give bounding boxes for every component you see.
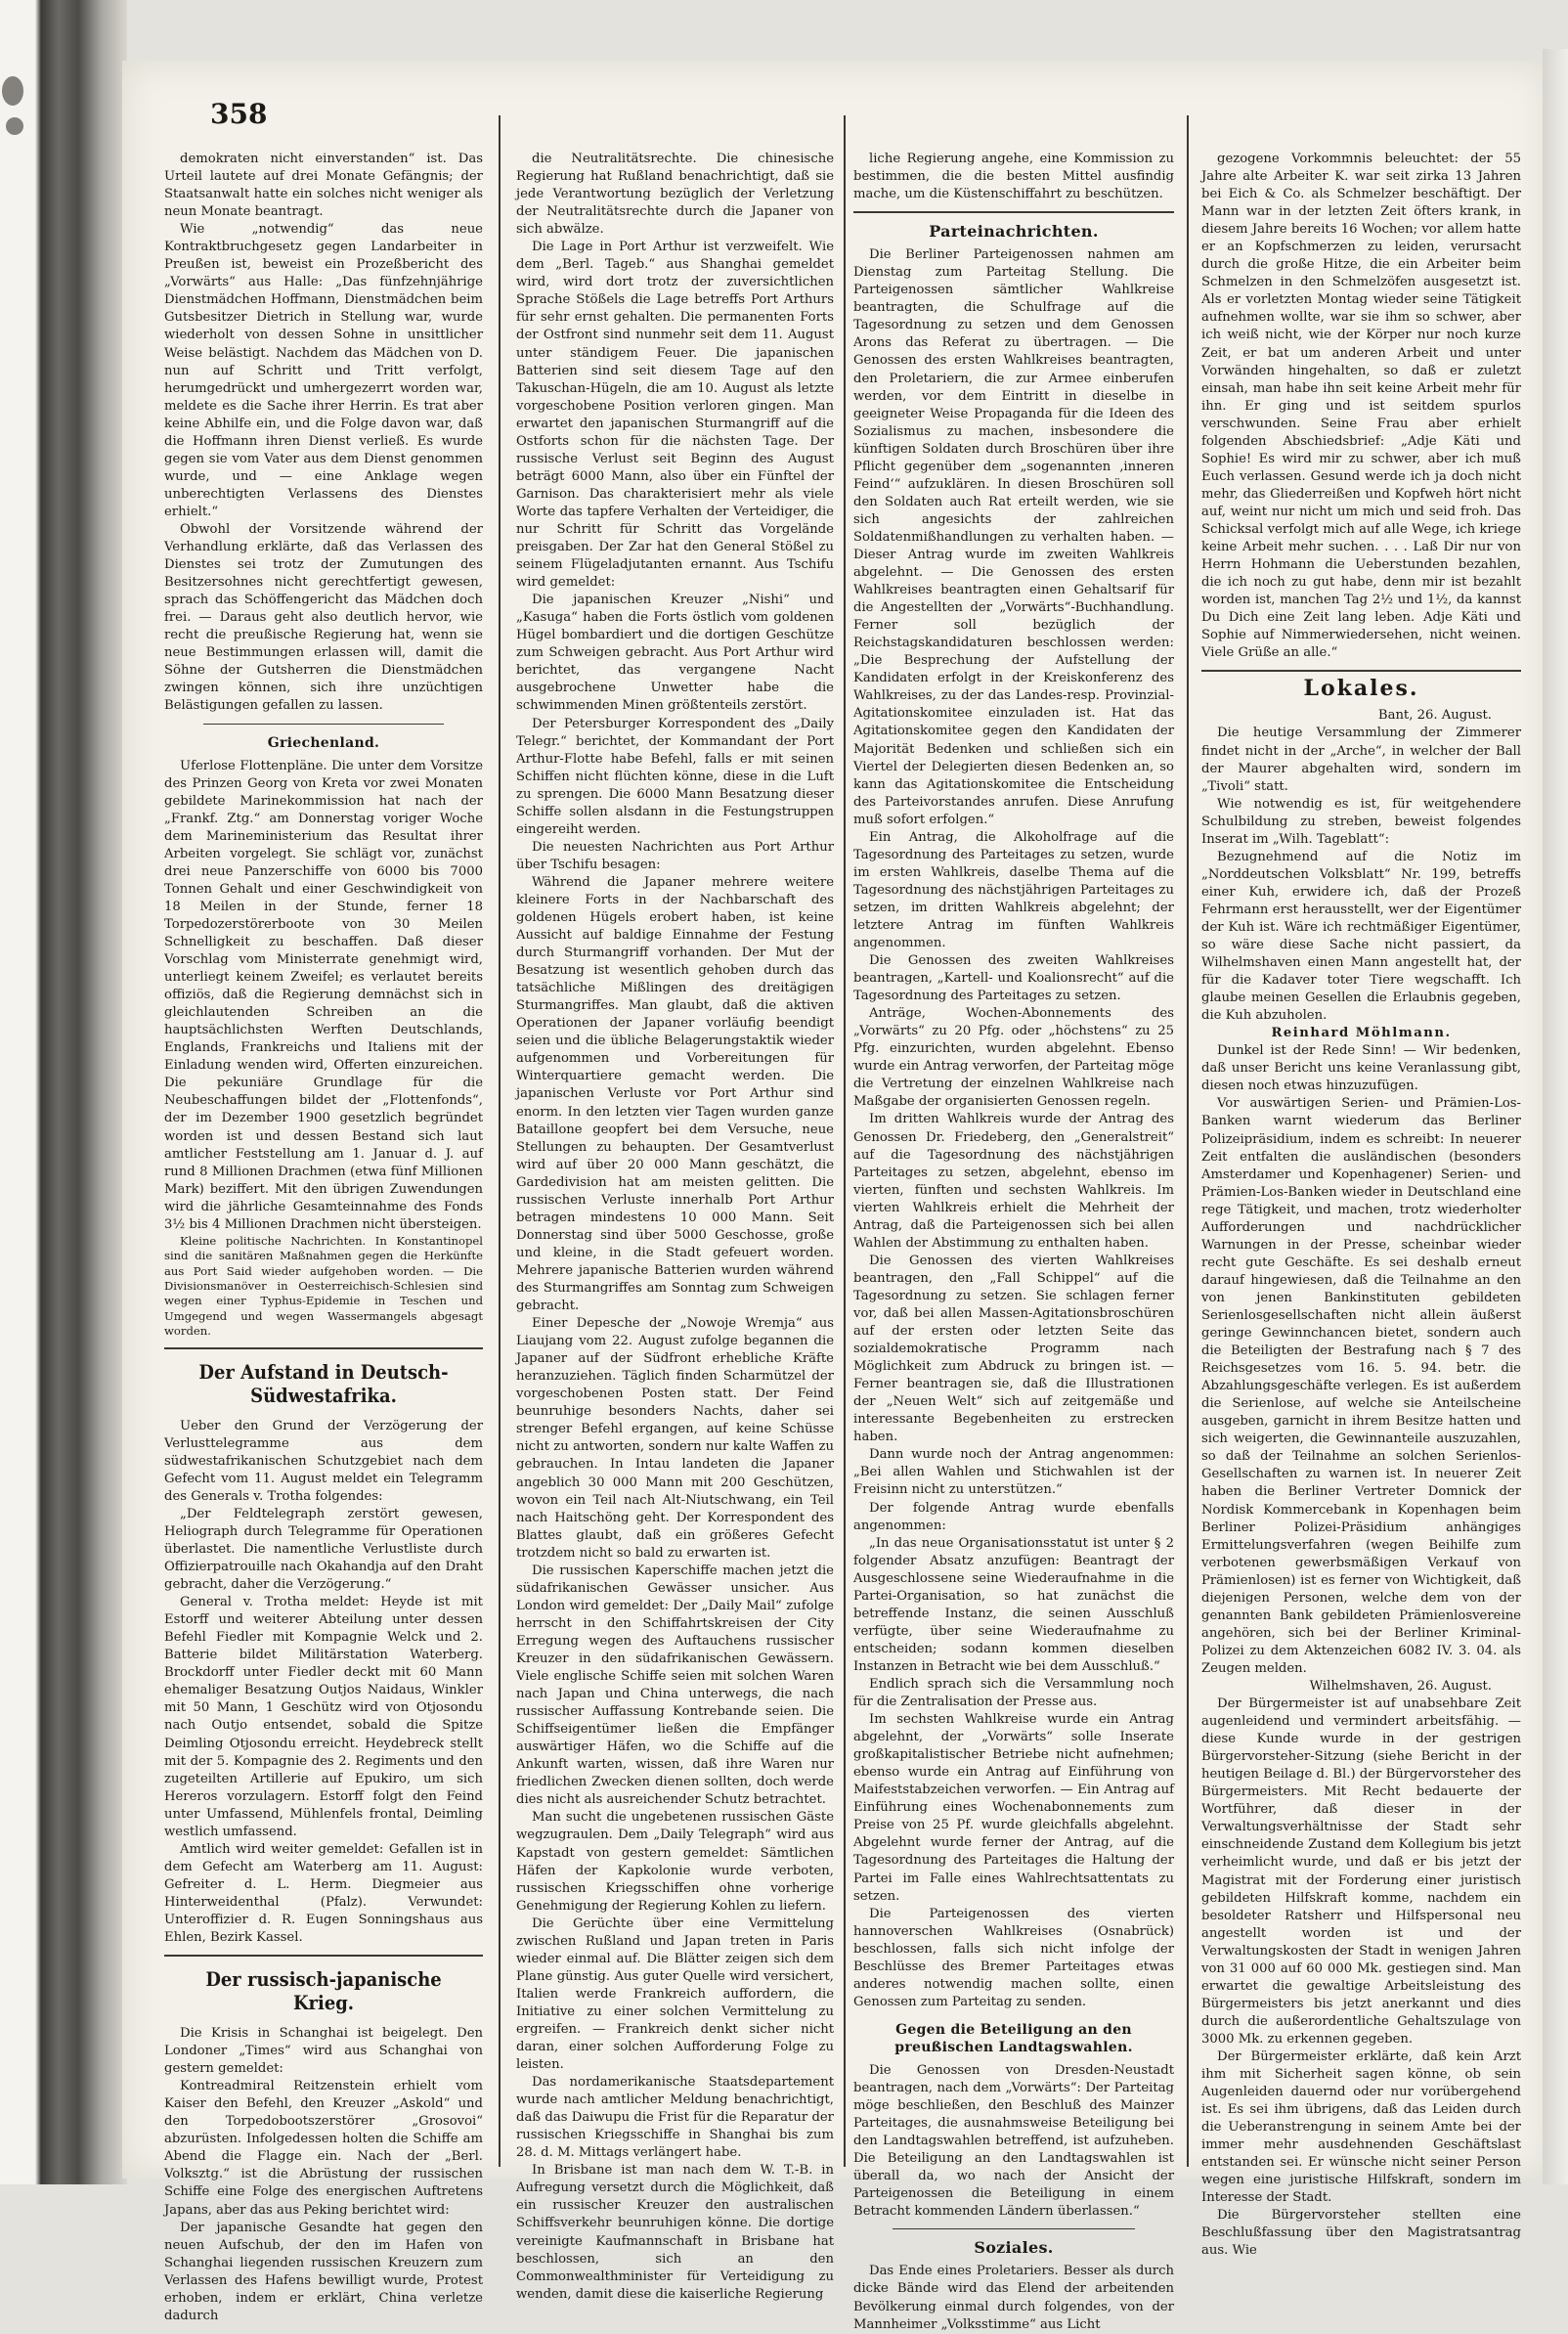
paragraph: Amtlich wird weiter gemeldet: Gefallen ist in dem Gefecht am Waterberg am 11. August: Gefreiter d. L. Herm. Diegmeier aus Hinterweidenthal (Pfalz). Verwundet: Unteroffizier d. R. Eugen Sonningshaus aus Ehlen, Bezirk Kassel. xyxy=(164,1841,483,1946)
paragraph: Der japanische Gesandte hat gegen den neuen Aufschub, der den im Hafen von Schanghai liegenden russischen Kreuzern zum Verlassen des Hafens bewilligt wurde, Protest erhoben, indem er erklärt, China verletze dadurch xyxy=(164,2220,483,2323)
paragraph: liche Regierung angehe, eine Kommission zu bestimmen, die die besten Mittel ausfindig mache, um die Küstenschiffahrt zu beschützen. xyxy=(853,152,1174,202)
paragraph: Endlich sprach sich die Versammlung noch für die Zentralisation der Presse aus. xyxy=(853,1676,1174,1710)
paragraph: Einer Depesche der „Nowoje Wremja“ aus Liaujang vom 22. August zufolge begannen die Japaner auf der Südfront erhebliche Kräfte heranzuziehen. Täglich finden Scharmützel der vorgeschobenen Posten statt. Der Feind beunruhige besonders Nachts, daher sei strenger Befehl ergangen, auf keine Schüsse nicht zu antworten, sondern nur kalte Waffen zu gebrauchen. In Intau landeten die Japaner angeblich 30 000 Mann mit 200 Geschützen, wovon ein Teil nach Alt-Niutschwang, ein Teil nach Haitschöng geht. Der Korrespondent des Blattes glaubt, daß ein größeres Gefecht trotzdem nicht so bald zu erwarten ist. xyxy=(516,1316,834,1561)
paragraph: Die Genossen von Dresden-Neustadt beantragen, nach dem „Vorwärts“: Der Parteitag möge beschließen, den Beschluß des Mainzer Parteitages, die ausnahmsweise Beteiligung bei den Landtagswahlen betreffend, ist aufzuheben. Die Beteiligung an den Landtagswahlen ist überall da, wo nach der Ansicht der Parteigenossen die Beteiligung in einem Betracht kommenden Ländern überlassen.“ xyxy=(853,2062,1174,2220)
paragraph: gezogene Vorkommnis beleuchtet: der 55 Jahre alte Arbeiter K. war seit zirka 13 Jahren bei Eich & Co. als Schmelzer beschäftigt. Der Mann war in der letzten Zeit öfters krank, in diesem Jahre bereits 16 Wochen; vor allem hatte er an Kopfschmerzen zu leiden, verursacht durch die große Hitze, die ein Arbeiter beim Schmelzen in den Schmelzöfen ausgesetzt ist. Als er vorletzten Montag wieder seine Tätigkeit aufnehmen wollte, war sie ihm so schwer, aber ich weiß nicht, wie der Körper nur noch kurze Zeit, er bat um anderen Arbeit und unter Vorwänden hingehalten, so daß er zuletzt einsah, man habe ihn seit keine Arbeit mehr für ihn. Er ging und ist seitdem spurlos verschwunden. Seine Frau aber erhielt folgenden Abschiedsbrief: „Adje Käti und Sophie! Es wird mir zu schwer, aber ich muß Euch verlassen. Gesund werde ich ja doch nicht mehr, das Gliederreißen und Kopfweh hört nicht auf, weint nur nicht um mich und seid froh. Das Schicksal verfolgt mich auf alle Wege, ich kriege keine Arbeit mehr suchen. . . . Laß Dir nur von Herrn Hohmann die Ueberstunden bezahlen, die ich noch zu gut habe, denn mir ist bezahlt worden ist, manchen Tag 2½ und 1½, da kannst Du Dich eine Zeit lang leben. Adje Käti und Sophie auf Nimmerwiedersehen, nicht weinen. Viele Grüße an alle.“ xyxy=(1201,152,1521,661)
paragraph: Im sechsten Wahlkreise wurde ein Antrag abgelehnt, der „Vorwärts“ solle Inserate großkapitalistischer Betriebe nicht aufnehmen; ebenso wurde ein Antrag auf Einführung von Maifeststabzeichen verworfen. — Ein Antrag auf Einführung eines Wochenabonnements zum Preise von 25 Pf. wurde gleichfalls abgelehnt. Abgelehnt wurde ferner der Antrag, auf die Tagesordnung des Parteitages die Haltung der Partei im Falle eines Wahlrechtsattentats zu setzen. xyxy=(853,1712,1174,1904)
paragraph: Die heutige Versammlung der Zimmerer findet nicht in der „Arche“, in welcher der Ball der Maurer abgehalten wird, sondern im „Tivoli“ statt. xyxy=(1201,726,1521,794)
column-3 xyxy=(853,117,1174,2332)
paragraph: Ueber den Grund der Verzögerung der Verlusttelegramme aus dem südwestafrikanischen Schutzgebiet nach dem Gefecht vom 11. August meldet ein Telegramm des Generals v. Trotha folgendes: xyxy=(164,1418,483,1504)
paragraph: Kleine politische Nachrichten. In Konstantinopel sind die sanitären Maßnahmen gegen die Herkünfte aus Port Said wieder aufgehoben worden. — Die Divisionsmanöver in Oesterreichisch-Schlesien sind wegen einer Typhus-Epidemie in Teschen und Umgegend und wegen Wassermangels abgesagt worden. xyxy=(164,1233,483,1339)
dateline: Bant, 26. August. xyxy=(1377,708,1492,724)
paragraph: Der Petersburger Korrespondent des „Daily Telegr.“ berichtet, der Kommandant der Port Arthur-Flotte habe Befehl, falls er mit seinen Schiffen nicht flüchten könne, diese in die Luft zu sprengen. Die 6000 Mann Besatzung dieser Schiffe sollen alsdann in die Festungstruppen eingereiht werden. xyxy=(516,716,834,837)
paragraph: Vor auswärtigen Serien- und Prämien-Los-Banken warnt wiederum das Berliner Polizeipräsidium, indem es schreibt: In neuerer Zeit entfalten die ausländischen (besonders Amsterdamer und Kopenhagener) Serien- und Prämien-Los-Banken wieder in Deutschland eine rege Tätigkeit, und machen, trotz wiederholter Aufforderungen und nachdrücklicher Warnungen in der Presse, scheinbar wieder recht gute Geschäfte. Es sei deshalb erneut darauf hingewiesen, daß die Teilnahme an den von jenen Bankinstituten gebildeten Serienlosgesellschaften nicht allein äußerst geringe Gewinnchancen bietet, sondern auch die Beteiligten der Bestrafung nach § 7 des Reichsgesetzes vom 16. 5. 94. betr. die Abzahlungsgeschäfte verlegen. Es ist außerdem die Serienlose, auf welche sie Anteilscheine ausgeben, garnicht in ihrem Besitze hatten und sich weigerten, die Gewinnanteile auszuzahlen, so daß der Teilnahme an solchen Serienlos-Gesellschaften zu warnen ist. In neuerer Zeit haben die Berliner Vertreter Domnick der Nordisk Kommercebank in Kopenhagen beim Berliner Polizei-Präsidium anhängiges Ermittelungsverfahren (wegen Beihilfe zum verbotenen gewerbsmäßigen Verkauf von Prämienlosen) ist es ferner von Wichtigkeit, daß diejenigen Personen, welche dem von der genannten Bank gebildeten Prämienlosvereine angehören, sich bei der Berliner Kriminal-Polizei zu dem Aktenzeichen 6082 IV. 3. 04. als Zeugen melden. xyxy=(1201,1096,1521,1676)
paragraph: Das Ende eines Proletariers. Besser als durch dicke Bände wird das Elend der arbeitenden Bevölkerung einmal durch folgendes, von der Mannheimer „Volksstimme“ aus Licht xyxy=(853,2264,1174,2332)
dateline: Wilhelmshaven, 26. August. xyxy=(1309,1678,1492,1694)
paragraph: Die Bürgervorsteher stellten eine Beschlußfassung über den Magistratsantrag aus. Wie xyxy=(1201,2208,1521,2259)
column-1 xyxy=(164,117,483,2323)
paragraph: Im dritten Wahlkreis wurde der Antrag des Genossen Dr. Friedeberg, den „Generalstreit“ auf die Tagesordnung des nächstjährigen Parteitages zu setzen, abgelehnt, ebenso im vierten, fünften und sechsten Wahlkreis. Im vierten Wahlkreis erhielt die Mehrheit der Antrag, daß die Parteigenossen sich bei allen Wahlen der Abstimmung zu enthalten haben. xyxy=(853,1112,1174,1251)
paragraph: „In das neue Organisationsstatut ist unter § 2 folgender Absatz anzufügen: Beantragt der Ausgeschlossene seine Wiederaufnahme in die Partei-Organisation, so hat zunächst die betreffende Instanz, die seinen Ausschluß verfügte, über seine Wiederaufnahme zu entscheiden; sodann kommen dieselben Instanzen in Betracht wie bei dem Ausschluß.“ xyxy=(853,1535,1174,1674)
paragraph: Wie notwendig es ist, für weitgehendere Schulbildung zu streben, beweist folgendes Inserat im „Wilh. Tageblatt“: xyxy=(1201,796,1521,847)
paragraph: Der Bürgermeister ist auf unabsehbare Zeit augenleidend und vermindert arbeitsfähig. — diese Kunde wurde in der gestrigen Bürgervorsteher-Sitzung (siehe Bericht in der heutigen Beilage d. Bl.) der Bürgervorsteher des Bürgermeisters. Mit Recht bedauerte der Wortführer, daß dieser in der Verwaltungsverhältnisse der Stadt sehr einschneidende Zustand dem Kollegium bis jetzt verheimlicht wurde, und daß er bis jetzt der Magistrat mit der Forderung einer juristisch gebildeten Hilfskraft komme, nachdem ein besoldeter Ratsherr und Hilfspersonal neu angestellt worden ist und der Verwaltungskosten der Stadt in wenigen Jahren von 31 000 auf 60 000 Mk. gestiegen sind. Man erwartet die gewaltige Arbeitsleistung des Bürgermeisters bis jetzt anerkannt und dies durch die außerordentliche Gehaltszulage von 3000 Mk. zu erkennen gegeben. xyxy=(1201,1696,1521,2047)
paragraph: demokraten nicht einverstanden“ ist. Das Urteil lautete auf drei Monate Gefängnis; der Staatsanwalt hatte ein solches nicht weniger als neun Monate beantragt. xyxy=(164,152,483,220)
paragraph: Während die Japaner mehrere weitere kleinere Forts in der Nachbarschaft des goldenen Hügels erobert haben, ist keine Aussicht auf baldige Einnahme der Festung durch Sturmangriff vorhanden. Der Mut der Besatzung ist wesentlich gehoben durch das tatsächliche Mißlingen des dreitägigen Sturmangriffes. Man glaubt, daß die aktiven Operationen der Japaner vorläufig beendigt seien und die übliche Belagerungstaktik wieder aufgenommen und Vorbereitungen für Winterquartiere gemacht werden. Die japanischen Verluste vor Port Arthur sind enorm. In den letzten vier Tagen wurden ganze Bataillone geopfert bei dem Versuche, neue Stellungen zu behaupten. Der Gesamtverlust wird auf über 20 000 Mann geschätzt, die Gardedivision hat am meisten gelitten. Die russischen Verluste innerhalb Port Arthur betragen mindestens 10 000 Mann. Seit Donnerstag sind über 5000 Geschosse, große und kleine, in die Stadt gefeuert worden. Mehrere japanische Batterien wurden während des Sturmangriffes am Sonntag zum Schweigen gebracht. xyxy=(516,874,834,1314)
section-heading: Parteinachrichten. xyxy=(929,222,1099,242)
column-4 xyxy=(1201,117,1521,2259)
paragraph: Uferlose Flottenpläne. Die unter dem Vorsitze des Prinzen Georg von Kreta vor zwei Monaten gebildete Marinekommission hat nach der „Frankf. Ztg.“ am Donnerstag voriger Woche dem Marineministerium das Resultat ihrer Arbeiten vorgelegt. Sie schlägt vor, zunächst drei neue Panzerschiffe von 6000 bis 7000 Tonnen Gehalt und einer Geschwindigkeit von 18 Meilen in der Stunde, ferner 18 Torpedozerstörerboote von 30 Meilen Schnelligkeit zu beschaffen. Daß dieser Vorschlag vom Ministerrate genehmigt wird, unterliegt keinem Zweifel; es verlautet bereits offiziös, daß die Regierung demnächst sich in gleichlautenden Schreiben an die hauptsächlichsten Werften Deutschlands, Englands, Frankreichs und Italiens mit der Einladung wenden wird, Offerten einzureichen. Die pekuniäre Grundlage für die Neubeschaffungen bildet der „Flottenfonds“, der im Dezember 1900 gesetzlich begründet worden ist und dessen Bestand sich laut amtlicher Feststellung am 1. Januar d. J. auf rund 8 Millionen Drachmen (etwa fünf Millionen Mark) beziffert. Mit den übrigen Zuwendungen wird die jährliche Gesamteinnahme des Fonds 3½ bis 4 Millionen Drachmen nicht übersteigen. xyxy=(164,758,483,1232)
paragraph: Die Genossen des vierten Wahlkreises beantragen, den „Fall Schippel“ auf die Tagesordnung zu setzen. Sie schlagen ferner vor, daß bei allen Massen-Agitationsbroschüren auf der ersten oder letzten Seite das sozialdemokratische Programm nach Möglichkeit zum Abdruck zu bringen ist. — Ferner beantragen sie, daß die Illustrationen der „Neuen Welt“ sich auf zeitgemäße und interessante Begebenheiten zu erstrecken haben. xyxy=(853,1253,1174,1445)
ink-stain xyxy=(6,117,23,135)
paragraph: Der folgende Antrag wurde ebenfalls angenommen: xyxy=(853,1500,1174,1533)
signature: Reinhard Möhlmann. xyxy=(1271,1026,1452,1041)
paragraph: Die Parteigenossen des vierten hannoverschen Wahlkreises (Osnabrück) beschlossen, falls sich nicht infolge der Beschlüsse des Bremer Parteitages etwas anderes notwendig machen sollte, einen Genossen zum Parteitag zu senden. xyxy=(853,1906,1174,2009)
paragraph: Der Bürgermeister erklärte, daß kein Arzt ihm mit Sicherheit sagen könne, ob sein Augenleiden dauernd oder nur vorübergehend ist. Es sei ihm übrigens, daß das Leiden durch die Ueberanstrengung in seinem Amte bei der immer mehr ausdehnenden Geschäftslast entstanden sei. Er wünsche nicht seiner Person wegen eine juristische Hilfskraft, sondern im Interesse der Stadt. xyxy=(1201,2048,1521,2206)
paragraph: Die japanischen Kreuzer „Nishi“ und „Kasuga“ haben die Forts östlich vom goldenen Hügel bombardiert und die dortigen Geschütze zum Schweigen gebracht. Aus Port Arthur wird berichtet, das vergangene Nacht ausgebrochene Unwetter habe die schwimmenden Minen größtenteils zerstört. xyxy=(516,593,834,714)
paragraph: „Der Feldtelegraph zerstört gewesen, Heliograph durch Telegramme für Operationen überlastet. Die namentliche Verlustliste durch Offizierpatrouille nach Okahandja auf den Draht gebracht, daher die Verzögerung.“ xyxy=(164,1506,483,1593)
paragraph: Die Lage in Port Arthur ist verzweifelt. Wie dem „Berl. Tageb.“ aus Shanghai gemeldet wird, wird dort trotz der zuversichtlichen Sprache Stößels die Lage betreffs Port Arthurs für sehr ernst gehalten. Die permanenten Forts der Ostfront sind nunmehr seit dem 11. August unter ständigem Feuer. Die japanischen Batterien sind seit diesem Tage auf den Takuschan-Hügeln, die am 10. August als letzte vorgeschobene Position verloren gingen. Man erwartet den japanischen Sturmangriff auf die Ostforts schon für die nächsten Tage. Der russische Verlust seit Beginn des August beträgt 6000 Mann, also über ein Fünftel der Garnison. Das charakterisiert mehr als viele Worte das tapfere Verhalten der Verteidiger, die nur Schritt für Schritt das Vorgelände preisgaben. Der Zar hat den General Stößel zu seinem Flügeladjutanten ernannt. Aus Tschifu wird gemeldet: xyxy=(516,240,834,591)
section-heading: Gegen die Beteiligung an den preußischen Landtagswahlen. xyxy=(894,2021,1133,2055)
paragraph: Die neuesten Nachrichten aus Port Arthur über Tschifu besagen: xyxy=(516,839,834,872)
section-heading: Der Aufstand in Deutsch-Südwestafrika. xyxy=(198,1360,449,1407)
section-heading: Griechenland. xyxy=(267,734,380,751)
paragraph: Die Berliner Parteigenossen nahmen am Dienstag zum Parteitag Stellung. Die Parteigenossen sämtlicher Wahlkreise beantragten, die Schulfrage auf die Tagesordnung zu setzen und dem Genossen Arons das Referat zu übertragen. — Die Genossen des ersten Wahlkreises beantragten, den Proletariern, die zur Armee einberufen werden, vor dem Eintritt in dieselbe in geeigneter Weise Propaganda für die Ideen des Sozialismus zu machen, insbesondere die künftigen Soldaten durch Broschüren über ihre Pflicht gegenüber dem „sogenannten ‚inneren Feind‘“ aufzuklären. In diesen Broschüren soll den Soldaten auch Rat erteilt werden, wie sie sich angesichts der zahlreichen Soldatenmißhandlungen zu verhalten haben. — Dieser Antrag wurde im zweiten Wahlkreis abgelehnt. — Die Genossen des ersten Wahlkreises beantragten einen Gehaltsarif für die Angestellten der „Vorwärts“-Buchhandlung. Ferner soll bezüglich der Reichstagskandidaturen beschlossen werden: „Die Besprechung der Aufstellung der Kandidaten erfolgt in der Kreiskonferenz des Wahlkreises, zu der das Landes-resp. Provinzial-Agitationskomitee einzuladen ist. Hat das Agitationskomitee gegen den Kandidaten der Majorität Bedenken und schließen sich ein Viertel der Delegierten diesen Bedenken an, so kann das Agitationskomitee die Entscheidung des Parteivorstandes anrufen. Diese Anrufung muß sofort erfolgen.“ xyxy=(853,247,1174,827)
section-heading: Der russisch-japanische Krieg. xyxy=(205,1968,442,2015)
page-edge xyxy=(1543,49,1568,2184)
column-rule xyxy=(1187,115,1189,2167)
separator xyxy=(893,2228,1135,2229)
ink-stain xyxy=(2,76,23,106)
separator xyxy=(853,211,1174,213)
column-rule xyxy=(844,115,846,2167)
paragraph: Dunkel ist der Rede Sinn! — Wir bedenken, daß unser Bericht uns keine Veranlassung gibt, diesen noch etwas hinzuzufügen. xyxy=(1201,1043,1521,1094)
paragraph: Man sucht die ungebetenen russischen Gäste wegzugraulen. Dem „Daily Telegraph“ wird aus Kapstadt von gestern gemeldet: Sämtlichen Häfen der Kapkolonie wurde verboten, russischen Kriegsschiffen ohne vorherige Genehmigung der Regierung Kohlen zu liefern. xyxy=(516,1810,834,1914)
separator xyxy=(164,1347,483,1349)
paragraph: Die Krisis in Schanghai ist beigelegt. Den Londoner „Times“ wird aus Schanghai von gestern gemeldet: xyxy=(164,2026,483,2077)
paragraph: General v. Trotha meldet: Heyde ist mit Estorff und weiterer Abteilung unter dessen Befehl Fiedler mit Kompagnie Welck und 2. Batterie bildet Militärstation Waterberg. Brockdorff unter Fiedler deckt mit 60 Mann ehemaliger Besatzung Outjos Naidaus, Winkler mit 50 Mann, 1 Geschütz wird von Otjosondu nach Outjo entsendet, sobald die Spitze Deimling Otjosondu erreicht. Heydebreck stellt mit der 5. Kompagnie des 2. Regiments und den zugeteilten Artillerie auf Epukiro, um sich Hereros vorzulagern. Estorff folgt den Feind unter Umfassend, Mühlenfels frontal, Deimling westlich umfassend. xyxy=(164,1595,483,1839)
paragraph: Kontreadmiral Reitzenstein erhielt vom Kaiser den Befehl, den Kreuzer „Askold“ und den Torpedobootszerstörer „Grosovoi“ abzurüsten. Infolgedessen holten die Schiffe am Abend die Flagge ein. Nach der „Berl. Volksztg.“ ist die Abrüstung der russischen Schiffe eine Folge des energischen Auftretens Japans, aber das aus Peking berichtet wird: xyxy=(164,2079,483,2218)
paragraph: Dann wurde noch der Antrag angenommen: „Bei allen Wahlen und Stichwahlen ist der Freisinn nicht zu unterstützen.“ xyxy=(853,1447,1174,1498)
page-number: 358 xyxy=(210,98,268,130)
paragraph: Die russischen Kaperschiffe machen jetzt die südafrikanischen Gewässer unsicher. Aus London wird gemeldet: Der „Daily Mail“ zufolge herrscht in den Schiffahrtskreisen der City Erregung wegen des Auftauchens russischer Kreuzer in den südafrikanischen Gewässern. Viele englische Schiffe seien mit solchen Waren nach Japan und China unterwegs, die nach russischer Auffassung Kontrebande seien. Die Schiffseigentümer ließen die Empfänger auswärtiger Häfen, wo die Schiffe auf die Ankunft warten, wissen, daß ihre Waren nur friedlichen Zwecken dienen sollten, doch werde dies nicht als ausreichender Schutz betrachtet. xyxy=(516,1563,834,1808)
paragraph: Anträge, Wochen-Abonnements des „Vorwärts“ zu 20 Pfg. oder „höchstens“ zu 25 Pfg. einzurichten, wurden abgelehnt. Ebenso wurde ein Antrag verworfen, der Parteitag möge die Vertretung der einzelnen Wahlkreise nach Maßgabe der organisierten Genossen regeln. xyxy=(853,1006,1174,1110)
paragraph: Obwohl der Vorsitzende während der Verhandlung erklärte, daß das Verlassen des Dienstes sei trotz der Zumutungen des Besitzersohnes nicht gerechtfertigt gewesen, sprach das Schöffengericht das Mädchen doch frei. — Daraus geht also deutlich hervor, wie recht die preußische Regierung hat, wenn sie neue Bestimmungen erlassen will, damit die Söhne der Gutsherren die Dienstmädchen zwingen können, sich ihre unzüchtigen Belästigungen gefallen zu lassen. xyxy=(164,521,483,714)
paragraph: Die Gerüchte über eine Vermittelung zwischen Rußland und Japan treten in Paris wieder einmal auf. Die Blätter zeigen sich dem Plane günstig. Aus guter Quelle wird versichert, Italien werde Frankreich auffordern, die Initiative zu einer solchen Vermittelung zu ergreifen. — Frankreich denkt sicher nicht daran, einer solchen Aufforderung Folge zu leisten. xyxy=(516,1916,834,2073)
paragraph: Die Genossen des zweiten Wahlkreises beantragen, „Kartell- und Koalionsrecht“ auf die Tagesordnung des Parteitages zu setzen. xyxy=(853,953,1174,1004)
paragraph: Wie „notwendig“ das neue Kontraktbruchgesetz gegen Landarbeiter in Preußen ist, beweist ein Prozeßbericht des „Vorwärts“ aus Halle: „Das fünfzehnjährige Dienstmädchen Hoffmann, Dienstmädchen beim Gutsbesitzer Dietrich in Stellung war, wurde wiederholt von dessen Sohne in unsittlicher Weise belästigt. Nachdem das Mädchen von D. nun auf Schritt und Tritt verfolgt, herumgedrückt und umhergezerrt worden war, meldete es die Sache ihrer Herrin. Es trat aber keine Abhilfe ein, und die Folge davon war, daß die Hoffmann ihren Dienst verließ. Es wurde gegen sie vom Vater aus dem Dienst genommen wurde, und — eine Anklage wegen unberechtigten Verlassens des Dienstes erhielt.“ xyxy=(164,222,483,519)
section-heading: Lokales. xyxy=(1303,676,1419,702)
section-heading: Soziales. xyxy=(974,2238,1054,2258)
separator xyxy=(203,724,444,725)
paragraph: Das nordamerikanische Staatsdepartement wurde nach amtlicher Meldung benachrichtigt, daß das Daiwupu die Frist für die Reparatur der russischen Kriegsschiffe in Shanghai bis zum 28. d. M. Mittags verlängert habe. xyxy=(516,2075,834,2161)
paragraph: die Neutralitätsrechte. Die chinesische Regierung hat Rußland benachrichtigt, daß sie jede Verantwortung bezüglich der Verletzung der Neutralitätsrechte durch die Japaner von sich abwälze. xyxy=(516,152,834,238)
paragraph: Ein Antrag, die Alkoholfrage auf die Tagesordnung des Parteitages zu setzen, wurde im ersten Wahlkreis, daselbe Thema auf die Tagesordnung des nächstjährigen Parteitages zu setzen, im dritten Wahlkreis abgelehnt; der letztere Antrag im fünften Wahlkreis angenommen. xyxy=(853,829,1174,951)
paragraph: Bezugnehmend auf die Notiz im „Norddeutschen Volksblatt“ Nr. 199, betreffs einer Kuh, erwidere ich, daß der Prozeß Fehrmann erst herausstellt, wer der Eigentümer der Kuh ist. Wäre ich rechtmäßiger Eigentümer, so wäre diese Sache nicht passiert, da Wilhelmshaven einen Mann angestellt hat, der für die Kadaver toter Tiere wegschafft. Ich glaube meinen Gesellen die Erlaubnis gegeben, die Kuh abzuholen. xyxy=(1201,849,1521,1024)
separator xyxy=(164,1955,483,1957)
column-2 xyxy=(516,117,834,2302)
book-binding xyxy=(0,0,127,2184)
column-rule xyxy=(499,115,501,2167)
separator xyxy=(1201,670,1521,672)
paragraph: In Brisbane ist man nach dem W. T.-B. in Aufregung versetzt durch die Möglichkeit, daß ein russischer Kreuzer den australischen Schiffsverkehr beunruhigen könne. Die dortige vereinigte Kaufmannschaft in Brisbane hat beschlossen, sich an den Commonwealthminister für Verteidigung zu wenden, damit diese die kaiserliche Regierung xyxy=(516,2163,834,2302)
